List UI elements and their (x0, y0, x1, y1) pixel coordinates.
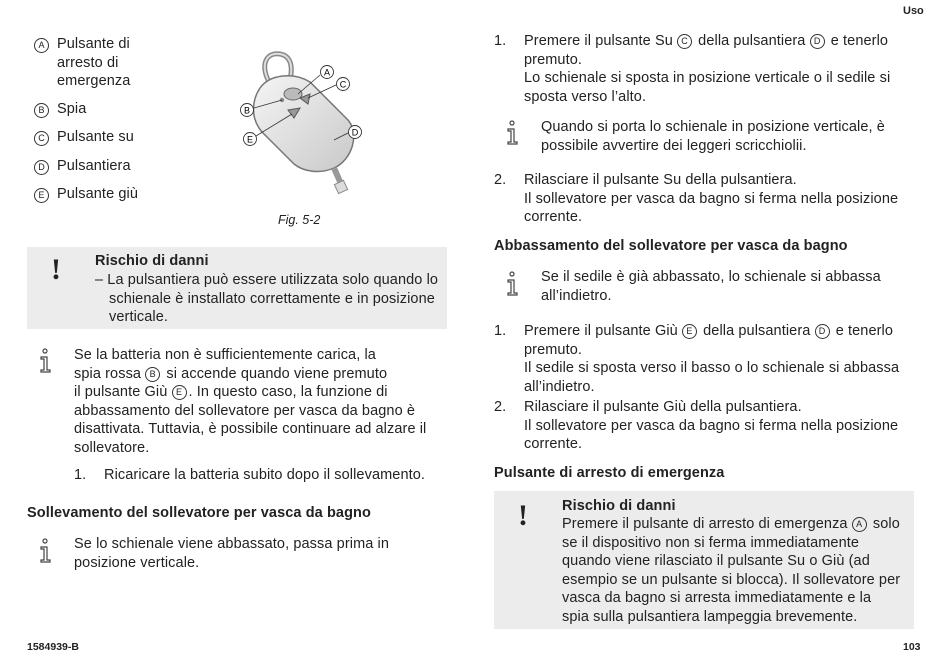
callout-label: D (815, 324, 830, 339)
callout-label: D (810, 34, 825, 49)
warning-text (562, 515, 902, 626)
step-number: 2. (494, 399, 507, 415)
step-text: e tenerlo premuto. (524, 323, 894, 358)
info-icon (505, 271, 519, 297)
warning-box (27, 247, 447, 329)
callout-label: A (852, 517, 867, 532)
callout-e (244, 133, 257, 146)
exclamation-icon: ! (518, 499, 528, 532)
info-lower-text: Se il sedile è già abbassato, lo schienale si abbassa all’indietro. (541, 269, 881, 304)
figure-legend (34, 35, 154, 204)
step-number: 1. (74, 467, 87, 483)
callout-label: E (682, 324, 697, 339)
legend-item (34, 185, 154, 204)
step-text: Premere il pulsante Giù (524, 323, 678, 339)
step-number: 1. (494, 33, 507, 49)
info-battery-text (74, 346, 439, 457)
svg-text:B: B (243, 105, 251, 116)
callout-d (349, 126, 362, 139)
legend-text: Pulsante su (57, 129, 134, 145)
legend-item (34, 35, 154, 91)
info-icon (505, 120, 519, 146)
warning-text-part: solo se il dispositivo non si ferma immediatamente quando viene rilasciato il pulsante Su o Giù (ad esempio se un pulsante si blocca). Il sollevatore per vasca da bagno si arresta immediatamente e la spia sulla pulsantiera lampeggia brevemente. (562, 516, 901, 625)
callout-b (241, 104, 254, 117)
info-line (74, 383, 439, 402)
warning-title: Rischio di danni (95, 253, 209, 269)
callout-label: C (677, 34, 692, 49)
callout-label: E (34, 188, 49, 203)
info-creak-text: Quando si porta lo schienale in posizione verticale, è possibile avvertire dei leggeri scricchiolii. (541, 119, 885, 154)
svg-text:C: C (339, 79, 347, 90)
info-text: . In questo caso, la funzione di (188, 384, 388, 400)
legend-text: Pulsante giù (57, 186, 139, 202)
svg-text:E: E (246, 134, 254, 145)
step-item (494, 32, 916, 106)
step-text: Premere il pulsante Su (524, 33, 673, 49)
exclamation-icon: ! (51, 253, 61, 286)
warning-title: Rischio di danni (562, 498, 676, 514)
step-result: Il sedile si sposta verso il basso o lo schienale si abbassa all’indietro. (524, 360, 900, 395)
callout-label: E (172, 385, 187, 400)
section-heading: Abbassamento del sollevatore per vasca da bagno (494, 238, 848, 254)
section-heading: Pulsante di arresto di emergenza (494, 465, 725, 481)
step-number: 1. (494, 323, 507, 339)
legend-item (34, 100, 154, 119)
document-id: 1584939-B (27, 641, 79, 653)
callout-label: B (34, 103, 49, 118)
legend-text: Pulsantiera (57, 157, 131, 174)
callout-label: D (34, 160, 49, 175)
info-line (74, 365, 439, 384)
legend-item (34, 128, 154, 147)
step-item (494, 322, 916, 396)
info-icon (38, 348, 52, 374)
info-icon (38, 538, 52, 564)
step-text: Ricaricare la batteria subito dopo il sollevamento. (104, 467, 426, 483)
running-header: Uso (903, 5, 924, 17)
step-result: Il sollevatore per vasca da bagno si ferma nella posizione corrente. (524, 417, 899, 452)
step-text: della pulsantiera (698, 33, 806, 49)
callout-label: C (34, 131, 49, 146)
info-text: spia rossa (74, 365, 142, 382)
step-number: 2. (494, 172, 507, 188)
legend-text: Pulsante di arresto di emergenza (57, 36, 131, 89)
step-result: Lo schienale si sposta in posizione verticale o il sedile si sposta verso l’alto. (524, 70, 891, 105)
info-line: Se la batteria non è sufficientemente carica, la (74, 347, 376, 363)
svg-text:D: D (351, 127, 359, 138)
step-text: e tenerlo premuto. (524, 33, 889, 68)
callout-label: B (145, 367, 160, 382)
legend-item (34, 157, 154, 176)
info-text: si accende quando viene premuto (166, 365, 388, 382)
page-number: 103 (903, 641, 921, 653)
warning-text-part: Premere il pulsante di arresto di emergenza (562, 516, 848, 532)
legend-text: Spia (57, 100, 87, 117)
step-item (494, 171, 916, 227)
info-line: abbassamento del sollevatore per vasca da bagno è disattivata. Tuttavia, è possibile continuare ad alzare il sollevatore. (74, 402, 427, 456)
svg-text:A: A (323, 67, 331, 78)
warning-box (494, 491, 914, 629)
info-raise-text: Se lo schienale viene abbassato, passa prima in posizione verticale. (74, 536, 390, 571)
callout-c (337, 78, 350, 91)
step-text: Rilasciare il pulsante Giù della pulsantiera. (524, 399, 802, 415)
section-heading: Sollevamento del sollevatore per vasca da bagno (27, 505, 371, 521)
step-item (74, 466, 444, 485)
callout-a (321, 66, 334, 79)
step-text: della pulsantiera (703, 323, 811, 339)
step-result: Il sollevatore per vasca da bagno si ferma nella posizione corrente. (524, 190, 899, 225)
remote-control-illustration (230, 48, 375, 198)
figure-caption: Fig. 5-2 (278, 213, 321, 227)
callout-label: A (34, 38, 49, 53)
info-text: il pulsante Giù (74, 384, 168, 400)
step-text: Rilasciare il pulsante Su della pulsantiera. (524, 172, 797, 188)
warning-text: – La pulsantiera può essere utilizzata solo quando lo schienale è installato correttamente e in posizione verticale. (95, 272, 439, 325)
step-item (494, 398, 916, 454)
